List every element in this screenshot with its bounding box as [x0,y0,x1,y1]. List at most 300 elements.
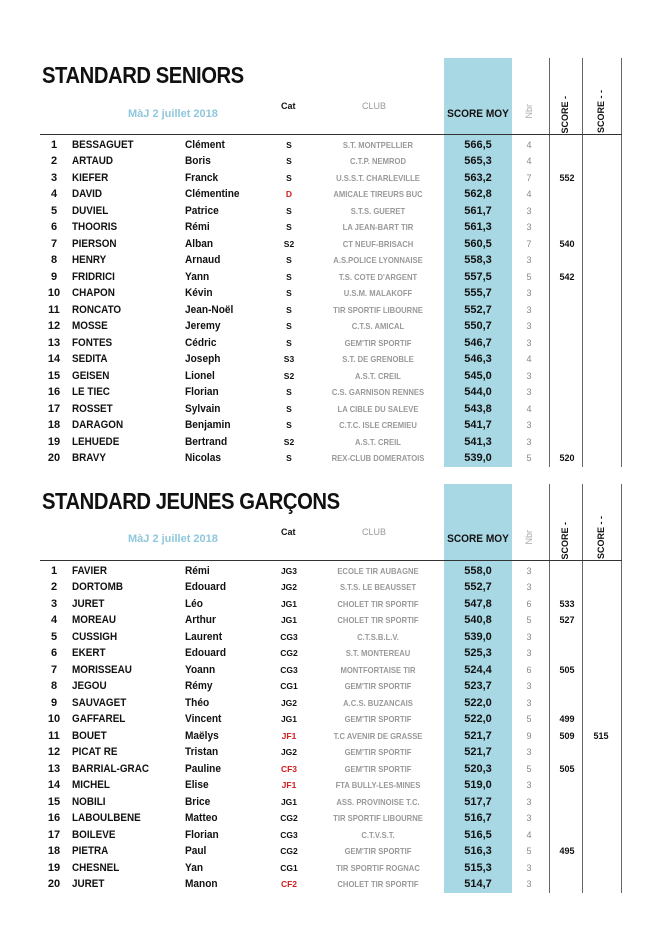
firstname-cell: Vincent [185,713,222,725]
score-cell: 558,3 [464,254,492,266]
score-cell: 563,2 [464,171,492,184]
score-cell: 560,5 [464,237,492,250]
rank-cell: 13 [47,336,61,349]
score-cell: 552,7 [464,303,492,316]
surname-cell: MOREAU [72,614,117,626]
firstname-cell: Benjamin [185,419,231,431]
score-cell: 544,0 [464,386,492,398]
nbr-cell: 3 [526,862,532,873]
firstname-cell: Edouard [185,581,227,593]
club-cell: REX-CLUB DOMERATOIS [331,453,425,463]
score-cell: 524,4 [464,663,492,676]
nbr-cell: 3 [526,582,532,592]
surname-cell: BRAVY [72,452,106,464]
club-cell: TIR SPORTIF LIBOURNE [333,813,423,823]
firstname-cell: Maëlys [185,729,219,742]
table-row [0,596,660,613]
club-cell: ASS. PROVINOISE T.C. [336,796,420,807]
firstname-cell: Jeremy [185,320,221,332]
header-score-2: SCORE - - [596,90,606,134]
firstname-cell: Joseph [185,353,221,365]
nbr-cell: 3 [526,436,532,447]
surname-cell: PIERSON [72,237,117,250]
rank-cell: 19 [47,861,61,874]
category-cell: JG1 [280,598,298,609]
header-score-2: SCORE - - [596,516,606,560]
category-cell: JG1 [280,796,298,807]
nbr-cell: 4 [526,829,532,840]
rank-cell: 12 [47,320,61,332]
rank-cell: 8 [50,680,58,692]
surname-cell: BESSAGUET [72,138,134,151]
score-cell: 552,7 [464,581,492,593]
club-cell: C.T.V.S.T. [361,829,395,840]
category-cell: S2 [283,238,295,249]
surname-cell: JURET [72,597,105,610]
table-row [0,351,660,368]
score-cell: 541,7 [464,419,492,431]
score-2-cell: 515 [593,730,609,741]
nbr-cell: 3 [526,796,532,807]
table-row [0,678,660,695]
category-cell: CG3 [280,631,298,642]
nbr-cell: 5 [526,763,532,774]
header-rule [40,560,622,561]
club-cell: T.S. COTE D'ARGENT [338,271,418,282]
score-cell: 541,3 [464,435,492,448]
firstname-cell: Cédric [185,336,217,349]
firstname-cell: Alban [185,237,214,250]
category-cell: CF2 [280,879,298,889]
header-club: CLUB [362,527,387,537]
score-cell: 522,0 [464,696,492,709]
firstname-cell: Tristan [185,746,219,758]
header-rule [40,134,622,135]
club-cell: S.T. MONTPELLIER [342,139,414,150]
score-cell: 516,3 [464,845,492,857]
category-cell: JF1 [281,780,297,790]
firstname-cell: Paul [185,845,207,857]
nbr-cell: 3 [526,321,532,331]
surname-cell: DARAGON [72,419,124,431]
club-cell: CHOLET TIR SPORTIF [337,879,419,889]
rank-cell: 7 [50,663,58,676]
surname-cell: LEHUEDE [72,435,120,448]
table-row [0,450,660,467]
nbr-cell: 4 [526,189,532,199]
category-cell: CG1 [280,862,298,873]
score-cell: 539,0 [464,452,492,464]
firstname-cell: Bertrand [185,435,228,448]
rank-cell: 15 [47,795,61,808]
surname-cell: THOORIS [72,221,118,233]
category-cell: S [286,321,292,331]
nbr-cell: 5 [526,271,532,282]
rank-cell: 1 [50,138,58,151]
nbr-cell: 4 [526,139,532,150]
surname-cell: SAUVAGET [72,696,127,709]
rank-cell: 16 [47,386,61,398]
firstname-cell: Clément [185,138,225,151]
score-cell: 515,3 [464,861,492,874]
nbr-cell: 3 [526,747,532,757]
surname-cell: MOSSE [72,320,108,332]
nbr-cell: 3 [526,370,532,381]
rank-cell: 20 [47,452,61,464]
nbr-cell: 3 [526,631,532,642]
table-row [0,761,660,778]
score-cell: 521,7 [464,729,492,742]
category-cell: S [286,304,292,315]
table-row [0,843,660,860]
rank-cell: 15 [47,369,61,382]
category-cell: CG3 [280,664,298,675]
nbr-cell: 3 [526,648,532,658]
nbr-cell: 7 [526,172,532,183]
nbr-cell: 5 [526,453,532,463]
club-cell: C.T.S.B.L.V. [357,631,399,642]
score-1-cell: 552 [559,172,575,183]
nbr-cell: 4 [526,354,532,364]
rank-cell: 17 [47,828,61,841]
firstname-cell: Rémi [185,221,210,233]
score-1-cell: 542 [559,271,575,282]
club-cell: S.T.S. LE BEAUSSET [339,582,417,592]
rank-cell: 11 [48,303,60,316]
club-cell: S.T. DE GRENOBLE [342,354,414,364]
firstname-cell: Kévin [185,287,213,299]
surname-cell: CUSSIGH [72,630,118,643]
rank-cell: 9 [50,270,58,283]
category-cell: S2 [283,370,295,381]
surname-cell: FRIDRICI [72,270,115,283]
section-title: STANDARD SENIORS [42,62,244,88]
nbr-cell: 3 [526,681,532,691]
score-cell: 543,8 [464,402,492,415]
category-cell: CG3 [280,829,298,840]
rank-cell: 13 [47,762,61,775]
firstname-cell: Brice [185,795,211,808]
club-cell: S.T. MONTEREAU [345,648,411,658]
score-cell: 547,8 [464,597,492,610]
category-cell: CG2 [280,846,298,856]
rank-cell: 8 [50,254,58,266]
surname-cell: CHAPON [72,287,115,299]
surname-cell: ARTAUD [72,155,114,167]
category-cell: S [286,403,292,414]
club-cell: AMICALE TIREURS BUC [333,189,423,199]
update-date: MàJ 2 juillet 2018 [128,533,218,545]
score-1-cell: 505 [559,763,575,774]
rank-cell: 17 [47,402,61,415]
surname-cell: MICHEL [72,779,110,791]
table-row [0,777,660,794]
score-cell: 558,0 [464,564,492,577]
rank-cell: 19 [47,435,61,448]
rank-cell: 3 [50,171,58,184]
score-cell: 561,3 [464,221,492,233]
rank-cell: 6 [50,647,58,659]
category-cell: S3 [283,354,295,364]
score-cell: 555,7 [464,287,492,299]
header-nbr: Nbr [524,104,534,119]
firstname-cell: Elise [185,779,209,791]
table-row [0,153,660,170]
firstname-cell: Yann [185,270,210,283]
nbr-cell: 7 [526,238,532,249]
club-cell: GEM'TIR SPORTIF [344,714,412,724]
table-row [0,137,660,154]
table-row [0,285,660,302]
nbr-cell: 4 [526,156,532,166]
club-cell: TIR SPORTIF LIBOURNE [333,304,423,315]
nbr-cell: 4 [526,403,532,414]
rank-cell: 7 [50,237,58,250]
nbr-cell: 3 [526,420,532,430]
table-row [0,563,660,580]
table-row [0,612,660,629]
club-cell: CT NEUF-BRISACH [342,238,414,249]
rank-cell: 6 [50,221,58,233]
category-cell: JG2 [280,697,298,708]
firstname-cell: Manon [185,878,218,890]
surname-cell: BOILEVE [72,828,116,841]
table-row [0,876,660,893]
score-cell: 517,7 [464,795,492,808]
header-club: CLUB [362,101,387,111]
score-cell: 516,7 [464,812,492,824]
rank-cell: 9 [50,696,58,709]
firstname-cell: Arnaud [185,254,221,266]
surname-cell: CHESNEL [72,861,120,874]
surname-cell: BOUET [72,729,107,742]
rank-cell: 5 [50,204,58,217]
firstname-cell: Lionel [185,369,215,382]
score-cell: 516,5 [464,828,492,841]
nbr-cell: 3 [526,255,532,265]
club-cell: MONTFORTAISE TIR [340,664,416,675]
firstname-cell: Boris [185,155,211,167]
club-cell: FTA BULLY-LES-MINES [335,780,421,790]
table-row [0,711,660,728]
score-cell: 522,0 [464,713,492,725]
category-cell: CF3 [280,763,298,774]
table-row [0,434,660,451]
category-cell: JG1 [280,714,298,724]
score-1-cell: 533 [559,598,575,609]
rank-cell: 16 [47,812,61,824]
surname-cell: DAVID [72,188,103,200]
firstname-cell: Nicolas [185,452,222,464]
surname-cell: FAVIER [72,564,108,577]
category-cell: CG2 [280,648,298,658]
nbr-cell: 3 [526,222,532,232]
section-title: STANDARD JEUNES GARÇONS [42,488,340,514]
category-cell: S [286,222,292,232]
surname-cell: GAFFAREL [72,713,126,725]
score-cell: 557,5 [464,270,492,283]
rank-cell: 4 [50,188,58,200]
score-cell: 545,0 [464,369,492,382]
surname-cell: DORTOMB [72,581,123,593]
category-cell: S [286,387,292,397]
club-cell: CHOLET TIR SPORTIF [337,615,419,625]
firstname-cell: Yoann [185,663,216,676]
score-cell: 540,8 [464,614,492,626]
table-row [0,170,660,187]
nbr-cell: 3 [526,304,532,315]
table-row [0,302,660,319]
table-row [0,335,660,352]
table-row [0,728,660,745]
table-row [0,744,660,761]
category-cell: D [285,189,293,199]
surname-cell: JURET [72,878,105,890]
category-cell: S [286,156,292,166]
firstname-cell: Florian [185,386,219,398]
nbr-cell: 9 [526,730,532,741]
nbr-cell: 3 [526,780,532,790]
score-cell: 565,3 [464,155,492,167]
club-cell: C.T.C. ISLE CREMIEU [339,420,417,430]
rank-cell: 3 [50,597,58,610]
table-row [0,579,660,596]
score-cell: 561,7 [464,204,492,217]
score-1-cell: 495 [559,846,575,856]
score-cell: 566,5 [464,138,492,151]
nbr-cell: 6 [526,664,532,675]
category-cell: S [286,139,292,150]
rank-cell: 11 [48,729,60,742]
header-cat: Cat [281,527,296,537]
score-cell: 539,0 [464,630,492,643]
firstname-cell: Rémi [185,564,210,577]
club-cell: A.S.T. CREIL [355,436,401,447]
club-cell: LA CIBLE DU SALEVE [337,403,419,414]
surname-cell: PIETRA [72,845,109,857]
category-cell: S [286,205,292,216]
club-cell: T.C AVENIR DE GRASSE [333,730,423,741]
category-cell: S2 [283,436,295,447]
firstname-cell: Florian [185,828,219,841]
table-row [0,827,660,844]
club-cell: U.S.M. MALAKOFF [343,288,413,298]
surname-cell: HENRY [72,254,107,266]
nbr-cell: 3 [526,697,532,708]
category-cell: S [286,420,292,430]
club-cell: A.S.POLICE LYONNAISE [333,255,423,265]
category-cell: S [286,255,292,265]
surname-cell: RONCATO [72,303,122,316]
surname-cell: PICAT RE [72,746,118,758]
firstname-cell: Théo [185,696,210,709]
firstname-cell: Léo [185,597,203,610]
score-cell: 550,7 [464,320,492,332]
nbr-cell: 3 [526,879,532,889]
rank-cell: 20 [47,878,61,890]
table-row [0,860,660,877]
nbr-cell: 3 [526,288,532,298]
rank-cell: 10 [47,713,61,725]
category-cell: S [286,271,292,282]
score-cell: 525,3 [464,647,492,659]
nbr-cell: 5 [526,846,532,856]
surname-cell: SEDITA [72,353,108,365]
club-cell: ECOLE TIR AUBAGNE [337,565,419,576]
rank-cell: 1 [50,564,58,577]
rank-cell: 4 [50,614,58,626]
table-row [0,186,660,203]
nbr-cell: 6 [526,598,532,609]
club-cell: C.S. GARNISON RENNES [331,387,425,397]
header-nbr: Nbr [524,530,534,545]
nbr-cell: 3 [526,387,532,397]
club-cell: U.S.S.T. CHARLEVILLE [336,172,420,183]
score-1-cell: 540 [559,238,575,249]
header-score-1: SCORE - [560,96,570,134]
header-score-1: SCORE - [560,522,570,560]
nbr-cell: 3 [526,565,532,576]
category-cell: CG2 [280,813,298,823]
score-1-cell: 520 [559,453,575,463]
rank-cell: 14 [47,353,61,365]
club-cell: CHOLET TIR SPORTIF [337,598,419,609]
surname-cell: ROSSET [72,402,113,415]
category-cell: JF1 [281,730,297,741]
rank-cell: 18 [47,845,61,857]
firstname-cell: Franck [185,171,219,184]
firstname-cell: Laurent [185,630,223,643]
surname-cell: DUVIEL [72,204,109,217]
table-row [0,695,660,712]
table-row [0,318,660,335]
score-1-cell: 509 [559,730,575,741]
score-cell: 514,7 [464,878,492,890]
score-cell: 546,7 [464,336,492,349]
firstname-cell: Pauline [185,762,221,775]
surname-cell: EKERT [72,647,106,659]
score-cell: 546,3 [464,353,492,365]
rank-cell: 12 [47,746,61,758]
club-cell: C.T.P. NEMROD [350,156,406,166]
surname-cell: BARRIAL-GRAC [72,762,149,775]
club-cell: A.C.S. BUZANCAIS [343,697,413,708]
table-row [0,219,660,236]
nbr-cell: 5 [526,714,532,724]
surname-cell: NOBILI [72,795,106,808]
firstname-cell: Edouard [185,647,227,659]
firstname-cell: Arthur [185,614,216,626]
rank-cell: 14 [47,779,61,791]
firstname-cell: Rémy [185,680,213,692]
rank-cell: 18 [47,419,61,431]
table-row [0,252,660,269]
surname-cell: LABOULBENE [72,812,141,824]
category-cell: S [286,453,292,463]
category-cell: S [286,337,292,348]
nbr-cell: 5 [526,615,532,625]
club-cell: GEM'TIR SPORTIF [344,681,412,691]
firstname-cell: Sylvain [185,402,221,415]
header-cat: Cat [281,101,296,111]
table-row [0,368,660,385]
score-cell: 562,8 [464,188,492,200]
firstname-cell: Clémentine [185,188,240,200]
category-cell: JG2 [280,582,298,592]
surname-cell: JEGOU [72,680,107,692]
club-cell: GEM'TIR SPORTIF [344,747,412,757]
club-cell: LA JEAN-BART TIR [342,222,414,232]
